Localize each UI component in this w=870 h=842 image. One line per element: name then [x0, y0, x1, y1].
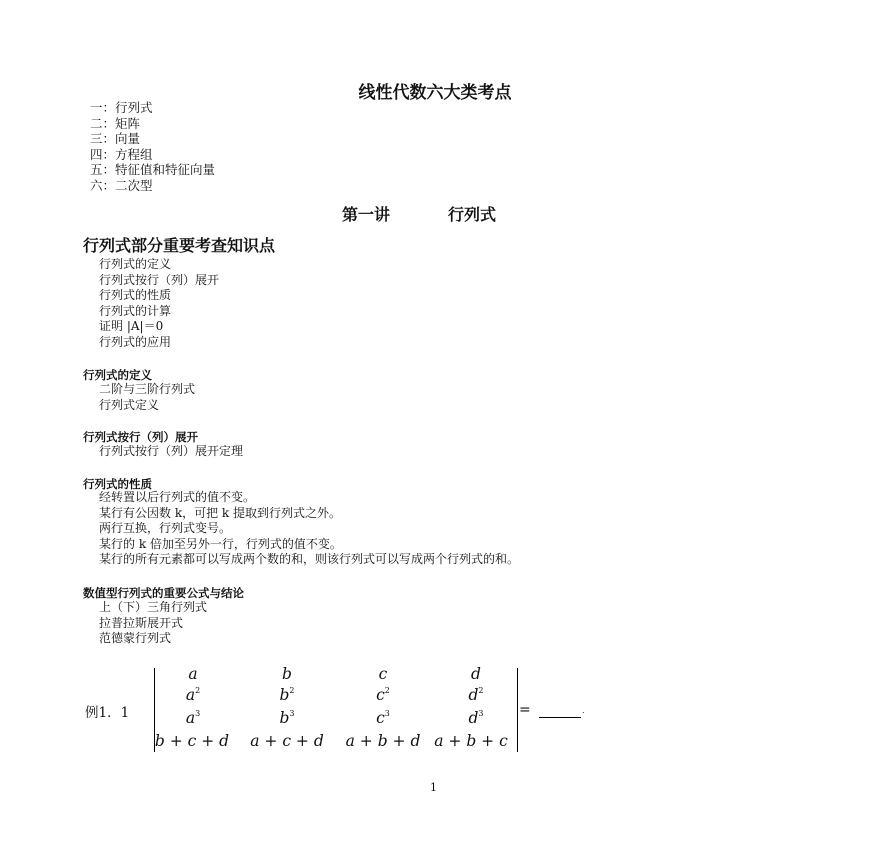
list-item: 行列式的性质	[99, 288, 172, 303]
list-item: 行列式的计算	[99, 303, 172, 318]
det-cell: $a^3$	[185, 709, 201, 727]
list-item: 行列式按行（列）展开	[99, 272, 220, 287]
toc-item: 二：矩阵	[90, 115, 141, 131]
list-item: 拉普拉斯展开式	[99, 615, 184, 630]
det-cell: a + b + d	[345, 732, 421, 750]
definition-list	[99, 382, 195, 413]
answer-blank	[539, 717, 581, 718]
det-cell: $d^2$	[468, 686, 484, 704]
det-cell: a + b + c	[434, 732, 508, 750]
list-item: 某行的 k 倍加至另外一行，行列式的值不变。	[99, 536, 342, 551]
det-cell: a	[188, 665, 198, 683]
list-item: 证明 |A|＝0	[99, 319, 164, 334]
det-cell: d	[471, 665, 481, 683]
lecture-heading	[342, 202, 496, 225]
toc-item: 三：向量	[90, 131, 141, 147]
det-cell: b	[282, 665, 292, 683]
det-cell: $c^2$	[376, 686, 390, 704]
det-cell: c	[378, 665, 388, 683]
toc-item: 五：特征值和特征向量	[90, 162, 216, 178]
list-item: 范德蒙行列式	[99, 631, 172, 646]
example-label: 例1．1	[85, 705, 130, 721]
formulas-list	[99, 600, 207, 647]
formulas-heading: 数值型行列式的重要公式与结论	[83, 586, 244, 600]
list-item: 行列式定义	[99, 397, 160, 412]
determinant	[154, 665, 518, 752]
equals-sign: =	[519, 702, 531, 718]
list-item: 两行互换，行列式变号。	[99, 521, 232, 536]
list-item: 经转置以后行列式的值不变。	[99, 490, 256, 504]
det-cell: $d^3$	[468, 709, 484, 727]
toc-item: 六：二次型	[90, 177, 153, 193]
list-item: 行列式按行（列）展开定理	[99, 444, 244, 458]
list-item: 二阶与三阶行列式	[99, 382, 196, 396]
document-title: 线性代数六大类考点	[358, 83, 512, 103]
list-item: 某行有公因数 k，可把 k 提取到行列式之外。	[99, 505, 341, 520]
toc-list	[90, 100, 215, 194]
det-cell: $b^3$	[279, 709, 295, 727]
properties-list	[99, 490, 519, 568]
key-points-heading: 行列式部分重要考查知识点	[83, 236, 276, 255]
lecture-topic: 行列式	[448, 205, 497, 224]
expansion-heading: 行列式按行（列）展开	[83, 430, 198, 444]
page-number: 1	[430, 781, 437, 794]
list-item: 某行的所有元素都可以写成两个数的和，则该行列式可以写成两个行列式的和。	[99, 552, 520, 567]
expansion-list	[99, 444, 243, 460]
det-cell: b + c + d	[154, 732, 230, 750]
det-cell: a + c + d	[250, 732, 324, 750]
det-cell: $b^2$	[279, 686, 295, 704]
list-item: 上（下）三角行列式	[99, 600, 208, 614]
toc-item: 一：行列式	[90, 100, 153, 115]
det-cell: $c^3$	[376, 709, 390, 727]
key-points-list	[99, 257, 219, 351]
definition-heading: 行列式的定义	[83, 368, 152, 382]
toc-item: 四：方程组	[90, 146, 153, 162]
list-item: 行列式的定义	[99, 257, 172, 271]
lecture-number: 第一讲	[342, 205, 391, 224]
properties-heading: 行列式的性质	[83, 477, 152, 491]
end-mark: .	[582, 706, 585, 715]
list-item: 行列式的应用	[99, 334, 172, 349]
det-cell: $a^2$	[185, 686, 201, 704]
